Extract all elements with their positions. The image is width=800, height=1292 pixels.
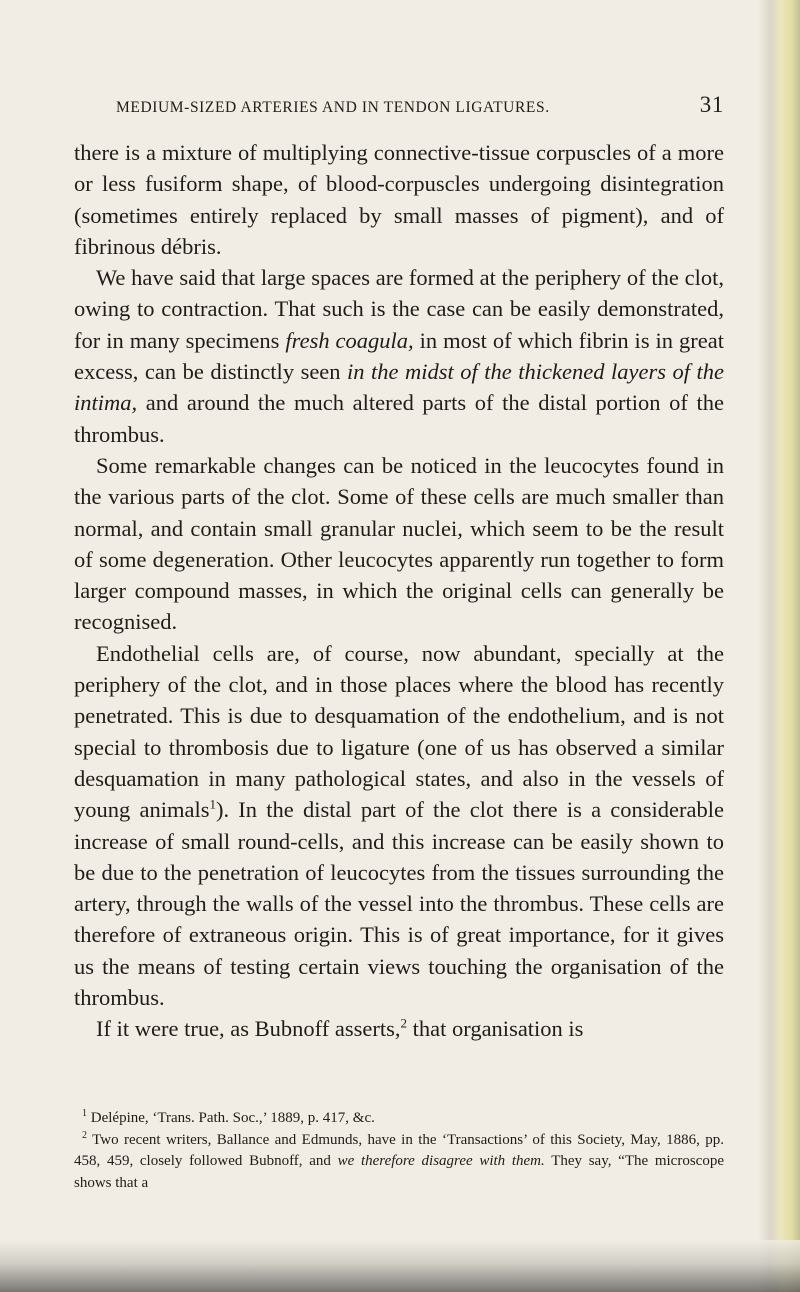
paragraph-5: [74, 1013, 724, 1044]
paragraph-2-text-c: and around the much altered parts of the distal portion of the thrombus.: [74, 390, 724, 447]
page-bottom-shadow: [0, 1240, 800, 1292]
paragraph-4: [74, 638, 724, 1014]
paragraph-2-text-b: in most of which fibrin is in great excess, can be distinctly seen: [74, 327, 725, 385]
paragraph-3: [74, 450, 724, 638]
paragraph-2-italic-2: in the midst of the thickened layers of the intima,: [74, 359, 724, 416]
footnote-1: [74, 1108, 724, 1130]
footnotes: [74, 1108, 724, 1194]
page-edge-shadow: [758, 0, 800, 1292]
paragraph-5-text-a: If it were true, as Bubnoff asserts,: [96, 1016, 401, 1042]
paragraph-5-text-b: that organisation is: [407, 1016, 584, 1042]
footnote-1-mark: 1: [82, 1108, 87, 1119]
footnote-2-text-b: They say, “The microscope shows that a: [74, 1153, 724, 1191]
footnote-ref-1: 1: [209, 796, 216, 812]
footnote-1-text: Delépine, ‘Trans. Path. Soc.,’ 1889, p. 417, &c.: [87, 1110, 375, 1126]
paragraph-1-text: there is a mixture of multiplying connective-tissue corpuscles of a more or less fusiform shape, of blood-corpuscles undergoing disintegration (sometimes entirely replaced by small masses of pigment), and of fibrinous débris.: [74, 140, 724, 259]
footnote-2-text-a: Two recent writers, Ballance and Edmunds, have in the ‘Transactions’ of this Society, May, 1886, pp. 458, 459, closely followed Bubnoff, and: [74, 1131, 724, 1169]
page-header: [116, 92, 724, 120]
footnote-ref-2: 2: [400, 1015, 407, 1031]
paragraph-2: [74, 262, 724, 450]
paragraph-3-text: Some remarkable changes can be noticed in the leucocytes found in the various parts of the clot. Some of these cells are much smaller than normal, and contain small granular nuclei, which seem to be the result of some degeneration. Other leucocytes apparently run together to form larger compound masses, in which the original cells can generally be recognised.: [74, 452, 724, 635]
footnote-2: [74, 1130, 724, 1195]
running-head: MEDIUM-SIZED ARTERIES AND IN TENDON LIGATURES.: [116, 99, 550, 116]
page-number: 31: [699, 92, 724, 117]
paragraph-2-text-a: We have said that large spaces are formed at the periphery of the clot, owing to contraction. That such is the case can be easily demonstrated, for in many specimens: [74, 265, 724, 353]
paragraph-4-text-b: ). In the distal part of the clot there is a considerable increase of small round-cells, and this increase can be easily shown to be due to the penetration of leucocytes from the tissues surrounding the artery, through the walls of the vessel into the thrombus. These cells are therefore of extraneous origin. This is of great importance, for it gives us the means of testing certain views touching the organisation of the thrombus.: [74, 797, 725, 1011]
body-text: [74, 137, 724, 1045]
paragraph-4-text-a: Endothelial cells are, of course, now abundant, specially at the periphery of the clot, and in those places where the blood has recently penetrated. This is due to desquamation of the endothelium, and is not special to thrombosis due to ligature (one of us has observed a similar desquamation in many pathological states, and also in the vessels of young animals: [74, 640, 724, 823]
footnote-2-mark: 2: [82, 1129, 87, 1141]
footnote-2-italic: we therefore disagree with them.: [337, 1153, 545, 1169]
paragraph-2-italic-1: fresh coagula,: [285, 327, 414, 353]
paragraph-1: [74, 137, 724, 262]
